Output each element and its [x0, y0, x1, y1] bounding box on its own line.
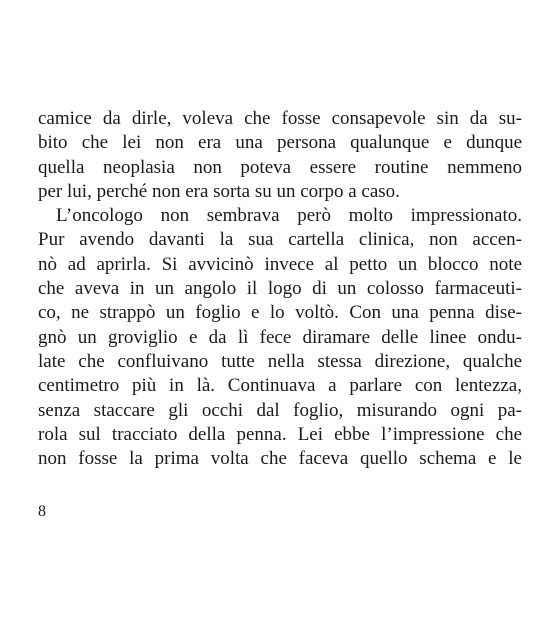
text-line-5: L’oncologo non sembrava però molto impressionato. [56, 205, 522, 227]
body-text [38, 107, 522, 471]
text-line-6: Pur avendo davanti la sua cartella clinica, non accen- [38, 229, 522, 251]
text-line-8: che aveva in un angolo il logo di un colosso farmaceuti- [38, 278, 522, 300]
text-line-12: centimetro più in là. Continuava a parlare con lentezza, [38, 375, 522, 397]
text-line-11: late che confluivano tutte nella stessa direzione, qualche [38, 350, 522, 372]
text-line-14: rola sul tracciato della penna. Lei ebbe l’impressione che [38, 423, 522, 445]
text-line-10: gnò un groviglio e da lì fece diramare delle linee ondu- [38, 326, 522, 348]
page-number: 8 [38, 503, 46, 520]
text-line-4: per lui, perché non era sorta su un corpo a caso. [38, 180, 400, 202]
text-line-13: senza staccare gli occhi dal foglio, misurando ogni pa- [38, 399, 522, 421]
text-line-2: bito che lei non era una persona qualunque e dunque [38, 132, 522, 154]
text-line-7: nò ad aprirla. Si avvicinò invece al petto un blocco note [38, 253, 522, 275]
text-line-1: camice da dirle, voleva che fosse consapevole sin da su- [38, 108, 522, 129]
text-line-15: non fosse la prima volta che faceva quello schema e le [38, 448, 522, 470]
text-line-3: quella neoplasia non poteva essere routine nemmeno [38, 156, 522, 178]
text-line-9: co, ne strappò un foglio e lo voltò. Con una penna dise- [38, 302, 522, 324]
